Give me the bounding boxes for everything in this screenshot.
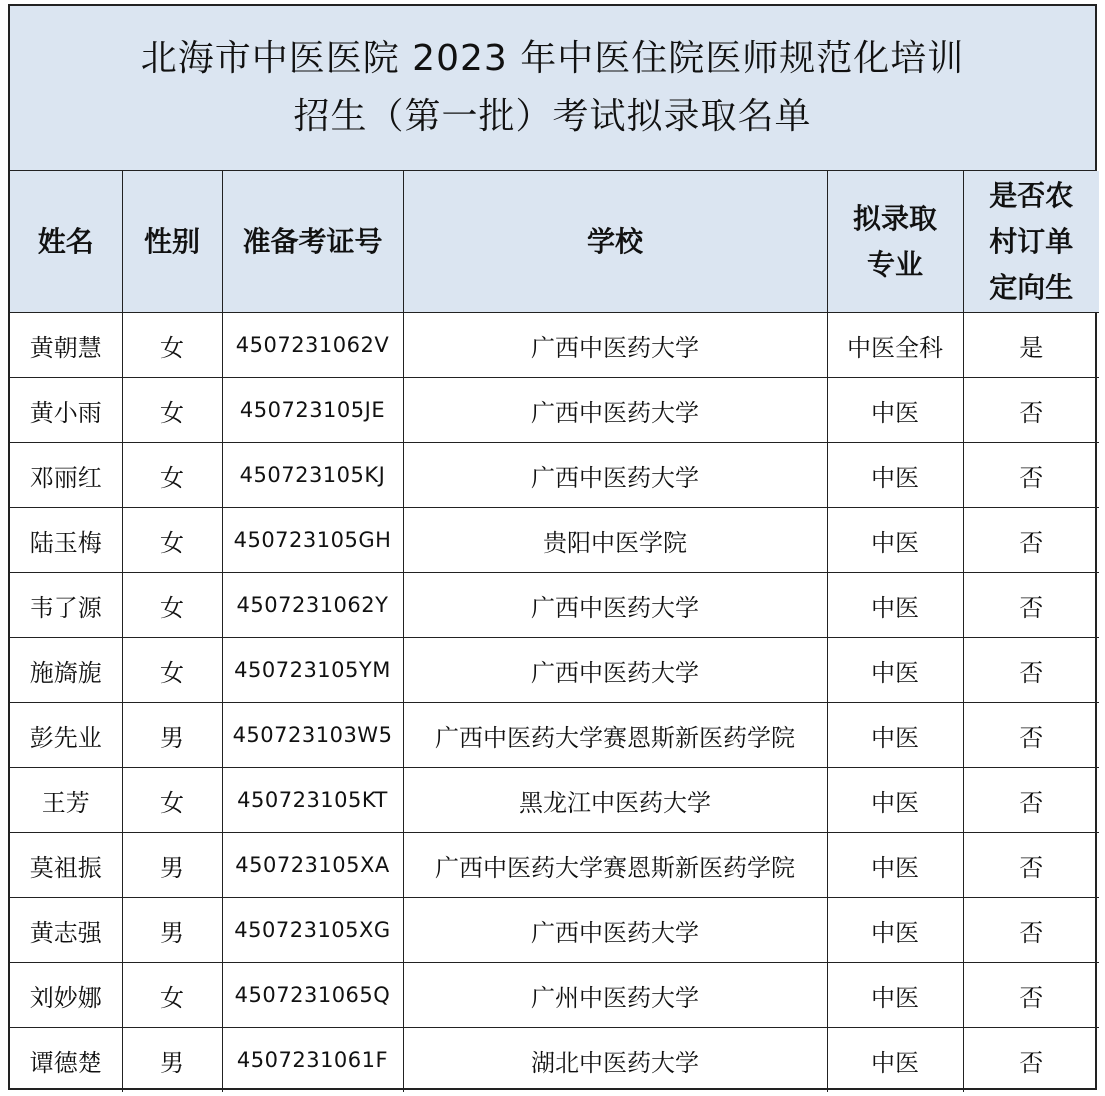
cell-rural-directed: 否 [963,443,1099,508]
cell-gender: 男 [122,703,222,768]
cell-major: 中医 [827,833,963,898]
cell-exam-id: 4507231062V [222,313,403,378]
cell-exam-id: 450723105GH [222,508,403,573]
cell-school: 广西中医药大学 [403,378,827,443]
cell-school: 广西中医药大学 [403,313,827,378]
cell-school: 广西中医药大学 [403,443,827,508]
admission-list-sheet [8,4,1097,1090]
cell-exam-id: 450723105KJ [222,443,403,508]
table-row [10,833,1099,898]
cell-school: 广州中医药大学 [403,963,827,1028]
cell-major: 中医 [827,898,963,963]
cell-rural-directed: 否 [963,378,1099,443]
cell-gender: 男 [122,898,222,963]
cell-exam-id: 450723105KT [222,768,403,833]
cell-name: 施旖旎 [10,638,122,703]
cell-gender: 男 [122,833,222,898]
cell-name: 陆玉梅 [10,508,122,573]
cell-rural-directed: 否 [963,508,1099,573]
cell-gender: 女 [122,638,222,703]
cell-major: 中医全科 [827,313,963,378]
cell-school: 湖北中医药大学 [403,1028,827,1093]
cell-gender: 女 [122,573,222,638]
cell-exam-id: 4507231061F [222,1028,403,1093]
cell-rural-directed: 否 [963,963,1099,1028]
cell-rural-directed: 否 [963,768,1099,833]
cell-name: 邓丽红 [10,443,122,508]
cell-name: 黄志强 [10,898,122,963]
table-row [10,443,1099,508]
cell-gender: 女 [122,313,222,378]
cell-rural-directed: 否 [963,638,1099,703]
header-rural-directed [963,171,1099,313]
cell-major: 中医 [827,703,963,768]
table-row [10,508,1099,573]
title-line-2: 招生（第一批）考试拟录取名单 [293,96,812,137]
table-body [10,313,1099,1093]
table-row [10,378,1099,443]
cell-gender: 女 [122,378,222,443]
cell-rural-directed: 否 [963,703,1099,768]
cell-school: 广西中医药大学 [403,898,827,963]
cell-exam-id: 450723105XA [222,833,403,898]
cell-school: 广西中医药大学赛恩斯新医药学院 [403,703,827,768]
cell-major: 中医 [827,1028,963,1093]
cell-major: 中医 [827,768,963,833]
header-gender: 性别 [122,171,222,313]
cell-school: 广西中医药大学 [403,573,827,638]
cell-rural-directed: 否 [963,573,1099,638]
cell-rural-directed: 否 [1019,1048,1044,1077]
cell-name: 黄小雨 [10,378,122,443]
cell-major: 中医 [827,378,963,443]
cell-major: 中医 [827,963,963,1028]
table-row [10,638,1099,703]
cell-name: 谭德楚 [10,1028,122,1093]
cell-rural-directed: 否 [963,833,1099,898]
header-major [827,171,963,313]
cell-name: 彭先业 [10,703,122,768]
table-row [10,573,1099,638]
cell-major: 中医 [827,443,963,508]
cell-gender: 女 [122,768,222,833]
cell-major: 中医 [827,508,963,573]
cell-major: 中医 [827,573,963,638]
cell-name: 韦了源 [10,573,122,638]
table-row [10,963,1099,1028]
cell-exam-id: 450723103W5 [222,703,403,768]
title-line-1: 北海市中医医院 2023 年中医住院医师规范化培训 [140,38,965,79]
header-major-label: 拟录取专业 [852,201,937,281]
cell-school: 黑龙江中医药大学 [403,768,827,833]
title-block [10,6,1095,171]
cell-gender: 女 [122,963,222,1028]
cell-name: 刘妙娜 [10,963,122,1028]
cell-school: 贵阳中医学院 [403,508,827,573]
table-row [10,768,1099,833]
cell-exam-id: 4507231065Q [222,963,403,1028]
header-rural-directed-label: 是否农村订单定向生 [989,178,1074,304]
cell-school: 广西中医药大学赛恩斯新医药学院 [403,833,827,898]
cell-exam-id: 4507231062Y [222,573,403,638]
header-name: 姓名 [10,171,122,313]
cell-name: 黄朝慧 [10,313,122,378]
cell-exam-id: 450723105JE [222,378,403,443]
cell-exam-id: 450723105YM [222,638,403,703]
table-row [10,313,1099,378]
cell-gender: 男 [122,1028,222,1093]
cell-name: 莫祖振 [10,833,122,898]
cell-rural-directed: 是 [963,313,1099,378]
cell-school: 广西中医药大学 [403,638,827,703]
cell-gender: 女 [122,443,222,508]
table-header-row [10,171,1099,313]
admission-table [10,171,1099,1092]
cell-rural-directed: 否 [963,898,1099,963]
table-row [10,898,1099,963]
cell-exam-id: 450723105XG [222,898,403,963]
cell-gender: 女 [122,508,222,573]
header-exam-id: 准备考证号 [222,171,403,313]
cell-name: 王芳 [10,768,122,833]
cell-major: 中医 [827,638,963,703]
table-row [10,1028,1099,1093]
header-school: 学校 [403,171,827,313]
table-row [10,703,1099,768]
